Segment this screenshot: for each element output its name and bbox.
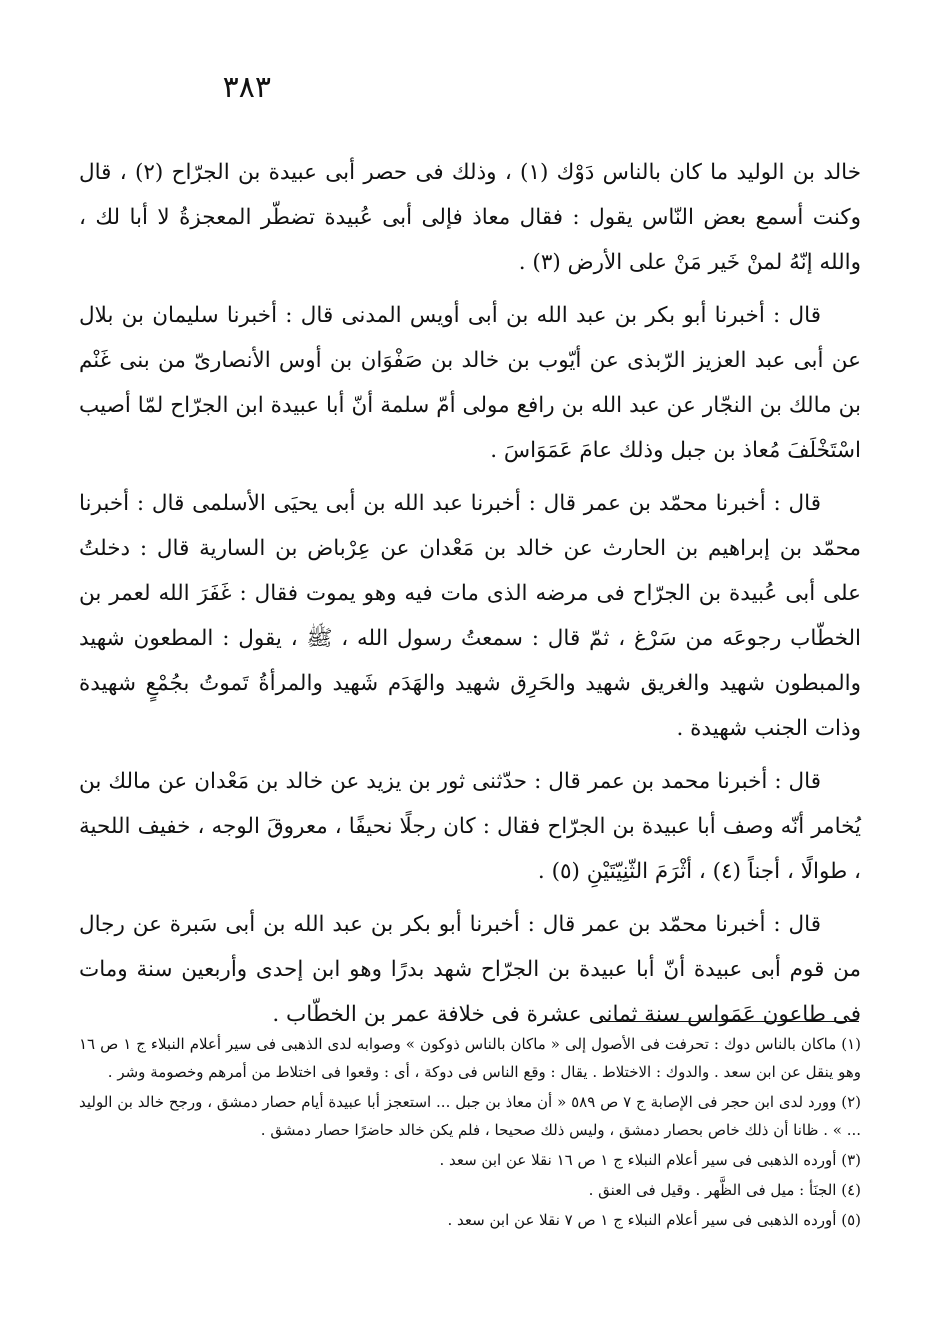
footnote-divider <box>599 1021 859 1022</box>
footnote-5: (٥) أورده الذهبى فى سير أعلام النبلاء ج ١ ص ٧ نقلا عن ابن سعد . <box>447 1211 861 1229</box>
footnote-1: (١) ماكان بالناس دوك : تحرفت فى الأصول إلى « ماكان بالناس ذوكون » وصوابه لدى الذهبى فى سير أعلام النبلاء ج ١ ص ١٦ وهو ينقل عن ابن سعد . والدوك : الاختلاط . يقال : وقع الناس فى دوكة ، أى : وقعوا فى اختلاط من أمرهم وخصومة وشر . <box>79 1035 861 1081</box>
paragraph-5: قال : أخبرنا محمّد بن عمر قال : أخبرنا أبو بكر بن عبد الله بن أبى سَبرة عن رجال من قوم أبى عبيدة أنّ أبا عبيدة بن الجرّاح شهد بدرًا وهو ابن إحدى وأربعين سنة ومات فى طاعون عَمَواس سنة ثمانى عشرة فى خلافة عمر بن الخطّاب . <box>79 912 861 1027</box>
footnote-3: (٣) أورده الذهبى فى سير أعلام النبلاء ج ١ ص ١٦ نقلا عن ابن سعد . <box>439 1151 861 1169</box>
paragraph-1: خالد بن الوليد ما كان بالناس دَوْك (١) ، وذلك فى حصر أبى عبيدة بن الجرّاح (٢) ، قال وكنت أسمع بعض النّاس يقول : فقال معاذ فإلى أبى عُبيدة تضطّر المعجزةُ لا أبا لك ، والله إنّهُ لمنْ خَير مَنْ على الأرض (٣) . <box>79 160 861 275</box>
page-number: ٣٨٣ <box>222 70 271 105</box>
paragraph-4: قال : أخبرنا محمد بن عمر قال : حدّثنى ثور بن يزيد عن خالد بن مَعْدان عن مالك بن يُخامر أنّه وصف أبا عبيدة بن الجرّاح فقال : كان رجلًا نحيفًا ، معروقَ الوجه ، خفيف اللحية ، طوالًا ، أجناً (٤) ، أثْرَمَ الثّنِيّتَيْنِ (٥) . <box>79 769 861 884</box>
footnote-2: (٢) وورد لدى ابن حجر فى الإصابة ج ٧ ص ٥٨٩ « أن معاذ بن جبل ... استعجز أبا عبيدة أيام حصار دمشق ، ورجح خالد بن الوليد ... » . ظانا أن ذلك خاص بحصار دمشق ، وليس ذلك صحيحا ، فلم يكن خالد حاضرًا حصار دمشق . <box>79 1093 862 1139</box>
paragraph-3: قال : أخبرنا محمّد بن عمر قال : أخبرنا عبد الله بن أبى يحيَى الأسلمى قال : أخبرنا محمّد بن إبراهيم بن الحارث عن خالد بن مَعْدان عن عِرْباض بن السارية قال : دخلتُ على أبى عُبيدة بن الجرّاح فى مرضه الذى مات فيه وهو يموت فقال : غَفَرَ الله لعمر بن الخطّاب رجوعَه من سَرْغ ، ثمّ قال : سمعتُ رسول الله ، ﷺ ، يقول : المطعون شهيد والمبطون شهيد والغريق شهيد والحَرِق شهيد والهَدَم شَهيد والمرأةُ تَموتُ بجُمْعٍ شهيدة وذات الجنب شهيدة . <box>79 491 861 741</box>
main-text <box>79 150 861 1045</box>
footnote-4: (٤) الجنَأ : ميل فى الظَّهر . وقيل فى العنق . <box>588 1181 861 1199</box>
footnotes <box>79 1030 861 1236</box>
paragraph-2: قال : أخبرنا أبو بكر بن عبد الله بن أبى أويس المدنى قال : أخبرنا سليمان بن بلال عن أبى عبد العزيز الرّبذى عن أيّوب بن خالد بن صَفْوَان بن أوس الأنصارىّ من بنى غَنْم بن مالك بن النجّار عن عبد الله بن رافع مولى أمّ سلمة أنّ أبا عبيدة ابن الجرّاح لمّا أصيب اسْتَخْلَفَ مُعاذ بن جبل وذلك عامَ عَمَوَاسَ . <box>79 303 861 463</box>
